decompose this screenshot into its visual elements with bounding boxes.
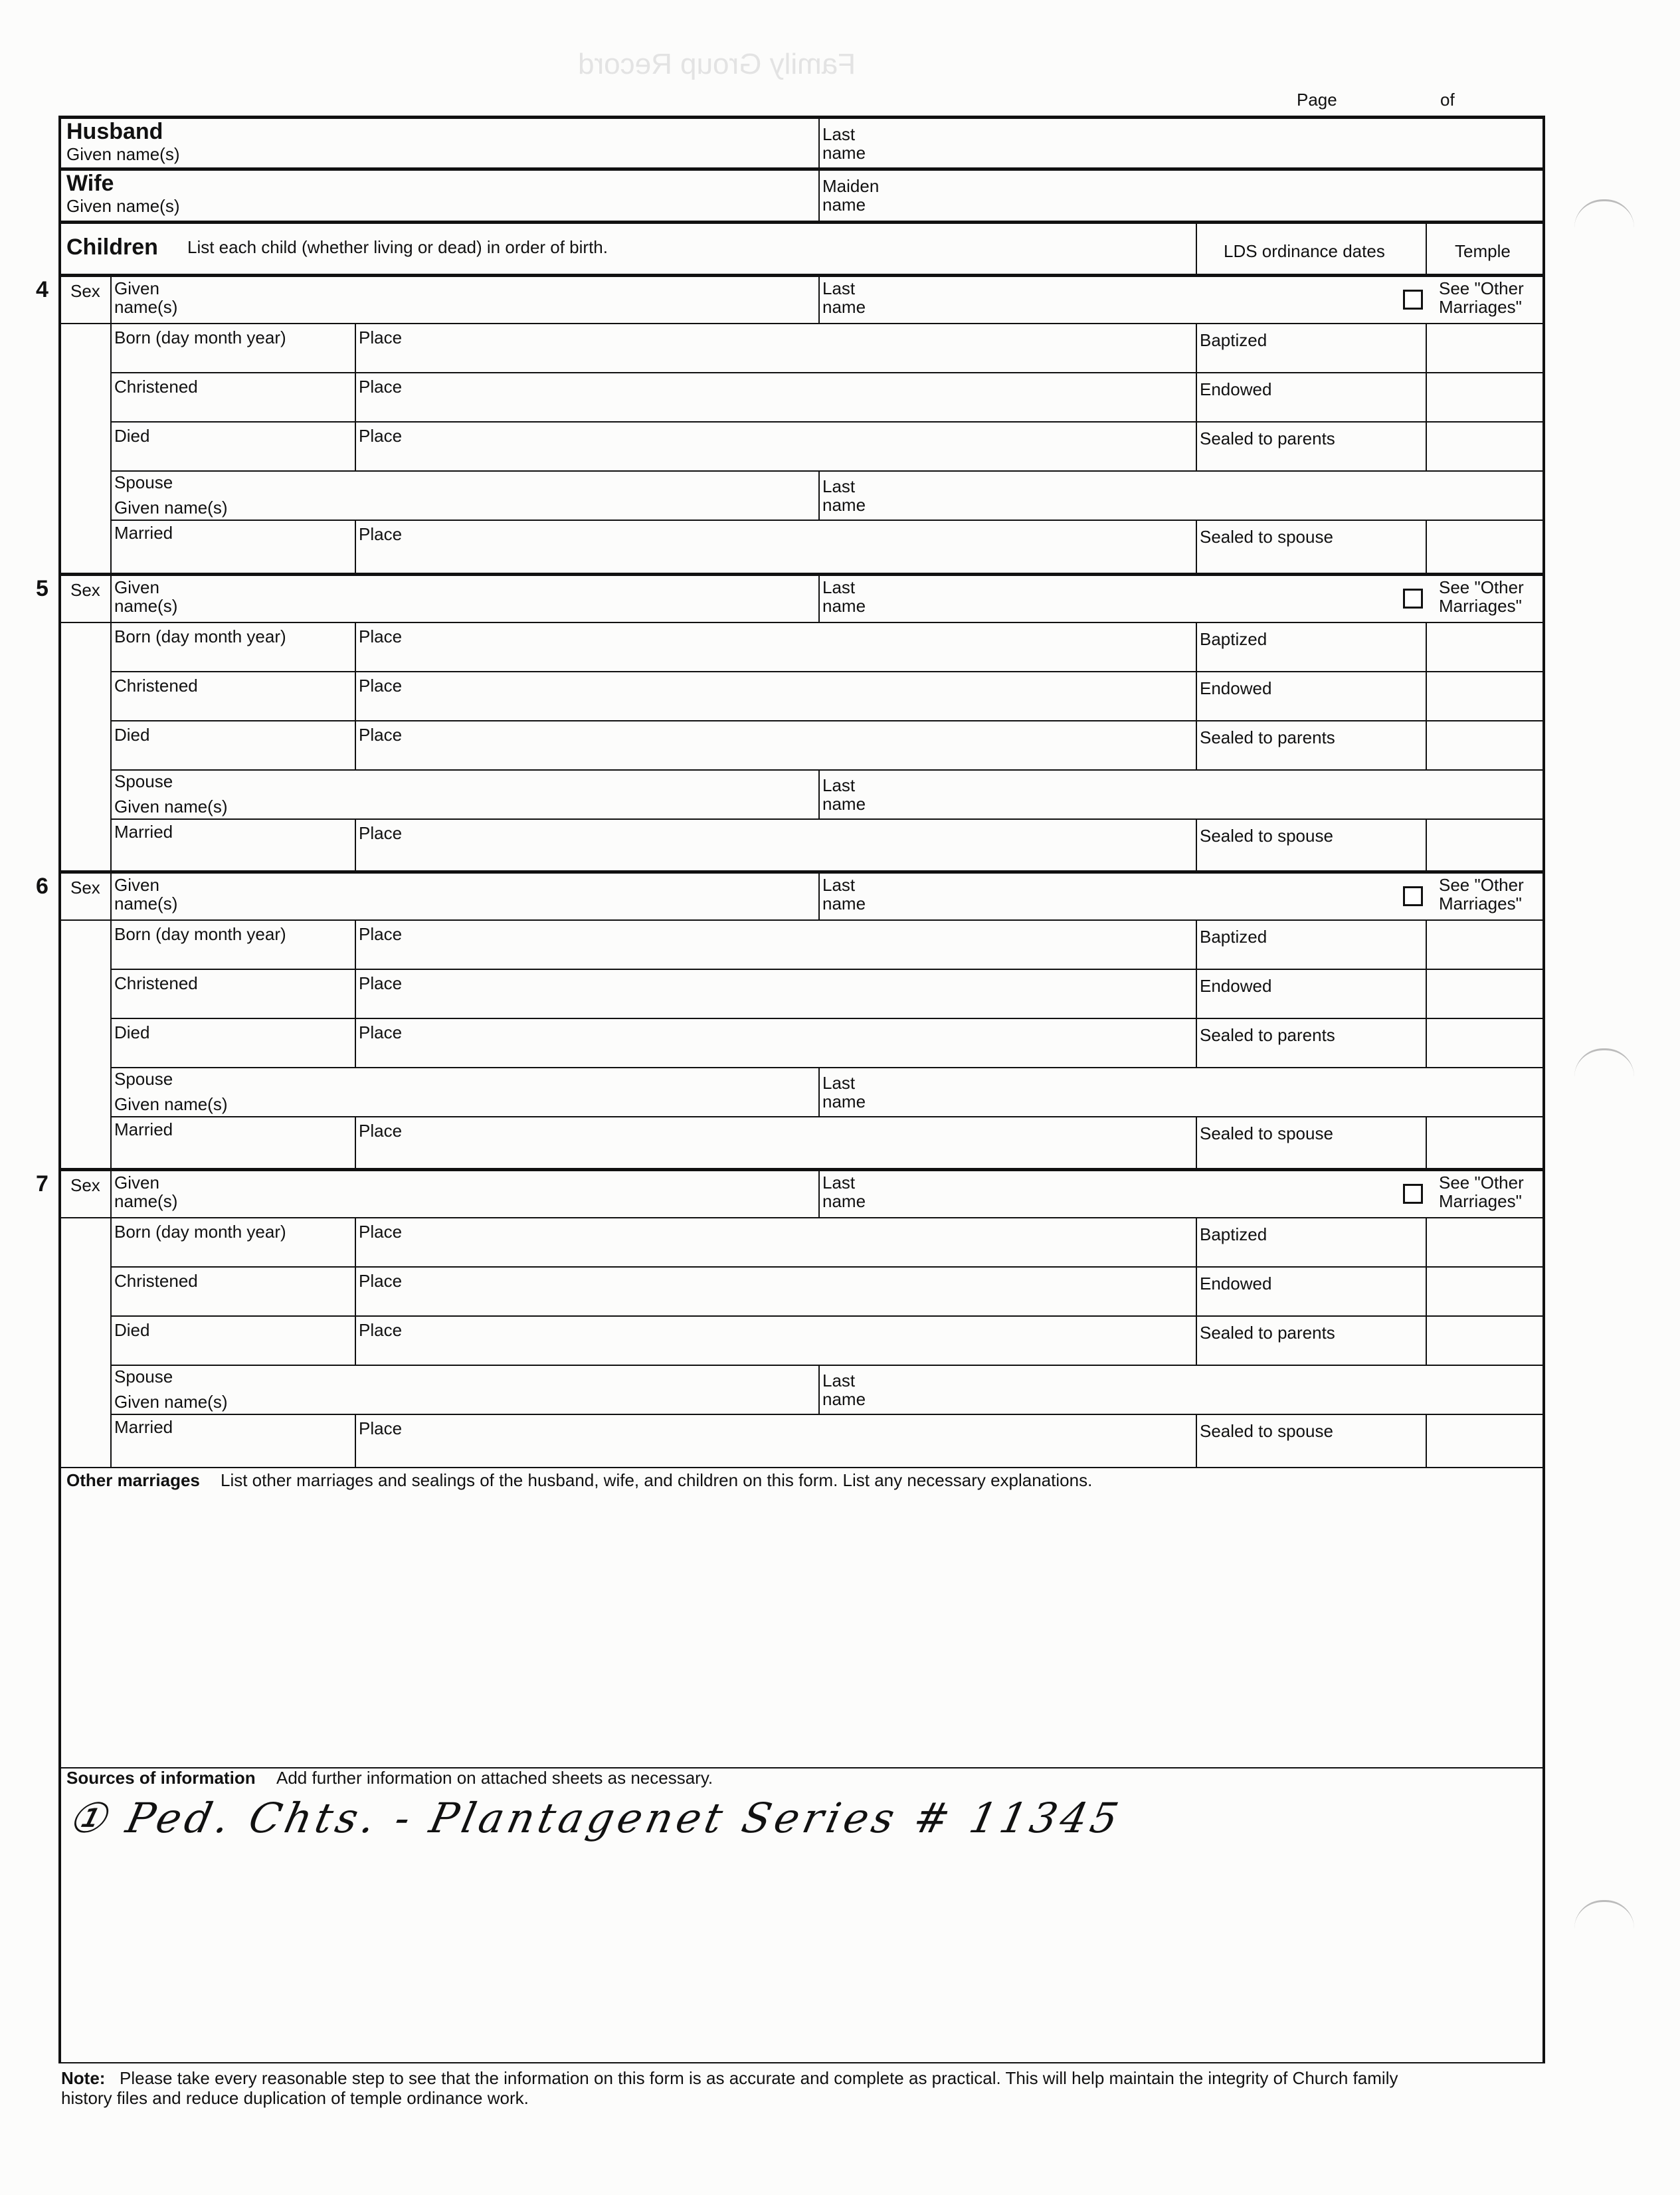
wife-given-label: Given name(s) — [66, 196, 180, 216]
divider — [110, 1018, 1545, 1019]
divider — [58, 1217, 1545, 1218]
sealed-spouse-label: Sealed to spouse — [1200, 826, 1333, 846]
born-label: Born (day month year) — [114, 924, 286, 944]
note-line-2: history files and reduce duplication of temple ordinance work. — [61, 2088, 529, 2108]
divider — [1196, 1217, 1197, 1365]
died-label: Died — [114, 1320, 150, 1340]
divider — [110, 872, 112, 919]
frame-top — [58, 116, 1545, 119]
christened-label: Christened — [114, 1271, 198, 1291]
divider — [1426, 919, 1427, 1067]
sex-label: Sex — [70, 281, 100, 301]
born-place-label: Place — [359, 328, 403, 347]
spouse-last-label-2: name — [822, 495, 866, 515]
see-other-label: See "Other — [1439, 278, 1524, 298]
other-marriages-instruction: List other marriages and sealings of the husband, wife, and children on this form. List any necessary explanations. — [221, 1470, 1093, 1490]
baptized-label: Baptized — [1200, 1224, 1267, 1244]
other-marriages-checkbox[interactable] — [1403, 589, 1423, 609]
divider — [818, 574, 820, 622]
born-label: Born (day month year) — [114, 328, 286, 347]
divider — [1196, 622, 1197, 769]
divider — [58, 323, 1545, 324]
marriages-label: Marriages" — [1439, 297, 1522, 317]
divider — [110, 1414, 1545, 1415]
see-other-label: See "Other — [1439, 1173, 1524, 1193]
last-label-2: name — [822, 1191, 866, 1211]
married-label: Married — [114, 523, 173, 543]
born-place-label: Place — [359, 1222, 403, 1242]
died-label: Died — [114, 426, 150, 446]
sealed-spouse-label: Sealed to spouse — [1200, 527, 1333, 547]
spouse-label: Spouse — [114, 771, 173, 791]
child-block — [0, 1168, 1680, 1467]
divider — [355, 1414, 356, 1467]
died-label: Died — [114, 725, 150, 745]
christened-label: Christened — [114, 676, 198, 696]
child-block — [0, 274, 1680, 573]
note-title: Note: — [61, 2068, 106, 2088]
divider — [110, 1315, 1545, 1317]
child-top-rule — [58, 274, 1545, 277]
christened-label: Christened — [114, 973, 198, 993]
divider — [110, 421, 1545, 423]
divider — [110, 1266, 1545, 1268]
of-label: of — [1440, 90, 1455, 110]
divider — [110, 1217, 112, 1467]
divider — [355, 622, 356, 769]
endowed-label: Endowed — [1200, 1274, 1272, 1293]
husband-last-label: Last — [822, 124, 856, 144]
given-label-2: name(s) — [114, 894, 178, 913]
divider — [110, 470, 1545, 472]
bleed-through-title: Family Group Record — [578, 48, 856, 80]
divider — [1426, 818, 1427, 872]
child-top-rule — [58, 1168, 1545, 1171]
divider — [110, 969, 1545, 970]
divider — [1196, 520, 1197, 573]
died-place-label: Place — [359, 426, 403, 446]
spouse-given-label: Given name(s) — [114, 1392, 228, 1412]
child-block — [0, 573, 1680, 872]
given-label: Given — [114, 1173, 159, 1193]
divider — [1196, 222, 1197, 274]
married-place-label: Place — [359, 1418, 403, 1438]
temple-label: Temple — [1455, 241, 1511, 261]
husband-title: Husband — [66, 119, 163, 144]
baptized-label: Baptized — [1200, 927, 1267, 947]
married-label: Married — [114, 1119, 173, 1139]
sealed-parents-label: Sealed to parents — [1200, 727, 1335, 747]
divider — [1196, 818, 1197, 872]
divider — [110, 919, 112, 1169]
divider — [1426, 1414, 1427, 1467]
born-label: Born (day month year) — [114, 626, 286, 646]
spouse-given-label: Given name(s) — [114, 797, 228, 816]
see-other-label: See "Other — [1439, 577, 1524, 597]
spouse-last-label-2: name — [822, 794, 866, 814]
divider — [818, 769, 820, 818]
sex-label: Sex — [70, 878, 100, 898]
child-block — [0, 870, 1680, 1169]
divider — [110, 520, 1545, 521]
children-instruction: List each child (whether living or dead) in order of birth. — [187, 237, 608, 257]
endowed-label: Endowed — [1200, 976, 1272, 996]
divider — [355, 1116, 356, 1169]
last-label: Last — [822, 875, 856, 895]
sources-instruction: Add further information on attached sheets as necessary. — [276, 1768, 713, 1788]
child-number: 6 — [36, 874, 48, 899]
divider — [1196, 323, 1197, 470]
christened-place-label: Place — [359, 676, 403, 696]
born-label: Born (day month year) — [114, 1222, 286, 1242]
other-marriages-checkbox[interactable] — [1403, 1184, 1423, 1204]
divider — [1426, 1217, 1427, 1365]
died-place-label: Place — [359, 1320, 403, 1340]
note-line-1: Please take every reasonable step to see that the information on this form is as accurate and complete as practical. This will help maintain the integrity of Church family — [120, 2068, 1398, 2088]
endowed-label: Endowed — [1200, 678, 1272, 698]
divider — [1426, 520, 1427, 573]
sex-label: Sex — [70, 1175, 100, 1195]
child-number: 4 — [36, 277, 48, 302]
spouse-label: Spouse — [114, 472, 173, 492]
born-place-label: Place — [359, 626, 403, 646]
divider — [110, 1365, 1545, 1366]
last-label: Last — [822, 278, 856, 298]
divider — [355, 919, 356, 1067]
children-title: Children — [66, 235, 158, 260]
last-label: Last — [822, 1173, 856, 1193]
husband-last-label-2: name — [822, 143, 866, 163]
marriages-label: Marriages" — [1439, 596, 1522, 616]
husband-given-label: Given name(s) — [66, 144, 180, 164]
given-label-2: name(s) — [114, 1191, 178, 1211]
divider — [1426, 323, 1427, 470]
divider — [355, 520, 356, 573]
given-label: Given — [114, 577, 159, 597]
spouse-label: Spouse — [114, 1367, 173, 1386]
divider — [355, 1217, 356, 1365]
sex-label: Sex — [70, 580, 100, 600]
divider — [818, 1169, 820, 1217]
divider — [110, 323, 112, 573]
born-place-label: Place — [359, 924, 403, 944]
spouse-last-label: Last — [822, 476, 856, 496]
divider — [110, 574, 112, 622]
divider — [355, 323, 356, 470]
given-label: Given — [114, 278, 159, 298]
divider — [355, 818, 356, 872]
married-place-label: Place — [359, 823, 403, 843]
baptized-label: Baptized — [1200, 330, 1267, 350]
died-place-label: Place — [359, 725, 403, 745]
died-place-label: Place — [359, 1022, 403, 1042]
sealed-spouse-label: Sealed to spouse — [1200, 1421, 1333, 1441]
married-label: Married — [114, 1417, 173, 1437]
spouse-last-label: Last — [822, 775, 856, 795]
baptized-label: Baptized — [1200, 629, 1267, 649]
married-place-label: Place — [359, 1121, 403, 1141]
divider — [58, 1467, 1545, 1468]
divider — [818, 470, 820, 520]
divider — [110, 671, 1545, 672]
wife-title: Wife — [66, 171, 114, 196]
marriages-label: Marriages" — [1439, 894, 1522, 913]
sealed-parents-label: Sealed to parents — [1200, 1025, 1335, 1045]
lds-dates-label: LDS ordinance dates — [1224, 241, 1385, 261]
christened-place-label: Place — [359, 377, 403, 397]
other-marriages-checkbox[interactable] — [1403, 290, 1423, 310]
divider — [1426, 222, 1427, 274]
divider — [1426, 1116, 1427, 1169]
divider — [1196, 919, 1197, 1067]
divider — [58, 221, 1545, 224]
christened-place-label: Place — [359, 973, 403, 993]
last-label-2: name — [822, 894, 866, 913]
given-label-2: name(s) — [114, 596, 178, 616]
given-label-2: name(s) — [114, 297, 178, 317]
divider — [58, 622, 1545, 623]
wife-maiden-label-2: name — [822, 195, 866, 215]
frame-bottom — [58, 2062, 1545, 2063]
sealed-parents-label: Sealed to parents — [1200, 429, 1335, 448]
divider — [110, 1116, 1545, 1117]
sealed-parents-label: Sealed to parents — [1200, 1323, 1335, 1343]
divider — [1196, 1116, 1197, 1169]
divider — [110, 818, 1545, 820]
divider — [110, 769, 1545, 771]
divider — [110, 720, 1545, 721]
divider — [110, 1169, 112, 1217]
page-label: Page — [1297, 90, 1337, 110]
marriages-label: Marriages" — [1439, 1191, 1522, 1211]
spouse-given-label: Given name(s) — [114, 1094, 228, 1114]
child-top-rule — [58, 870, 1545, 874]
spouse-last-label: Last — [822, 1073, 856, 1093]
divider — [110, 1067, 1545, 1068]
child-number: 7 — [36, 1171, 48, 1196]
divider — [818, 275, 820, 323]
christened-label: Christened — [114, 377, 198, 397]
last-label-2: name — [822, 297, 866, 317]
sealed-spouse-label: Sealed to spouse — [1200, 1123, 1333, 1143]
divider — [58, 919, 1545, 921]
spouse-last-label: Last — [822, 1371, 856, 1390]
child-number: 5 — [36, 576, 48, 601]
spouse-last-label-2: name — [822, 1389, 866, 1409]
other-marriages-title: Other marriages — [66, 1470, 200, 1490]
spouse-given-label: Given name(s) — [114, 498, 228, 518]
divider — [1426, 622, 1427, 769]
see-other-label: See "Other — [1439, 875, 1524, 895]
given-label: Given — [114, 875, 159, 895]
married-place-label: Place — [359, 524, 403, 544]
child-top-rule — [58, 573, 1545, 576]
divider — [110, 372, 1545, 373]
divider — [1196, 1414, 1197, 1467]
last-label-2: name — [822, 596, 866, 616]
divider — [110, 622, 112, 872]
spouse-label: Spouse — [114, 1069, 173, 1089]
married-label: Married — [114, 822, 173, 842]
binder-hole — [1574, 199, 1634, 228]
died-label: Died — [114, 1022, 150, 1042]
handwritten-source: ① Ped. Chts. - Plantagenet Series # 11345 — [64, 1794, 1127, 1842]
sources-title: Sources of information — [66, 1768, 256, 1788]
divider — [818, 872, 820, 919]
last-label: Last — [822, 577, 856, 597]
christened-place-label: Place — [359, 1271, 403, 1291]
other-marriages-checkbox[interactable] — [1403, 886, 1423, 906]
divider — [58, 167, 1545, 171]
binder-hole — [1574, 1900, 1634, 1929]
spouse-last-label-2: name — [822, 1092, 866, 1111]
divider — [818, 1365, 820, 1414]
divider — [110, 275, 112, 323]
divider — [818, 1067, 820, 1116]
wife-maiden-label: Maiden — [822, 176, 880, 196]
endowed-label: Endowed — [1200, 379, 1272, 399]
